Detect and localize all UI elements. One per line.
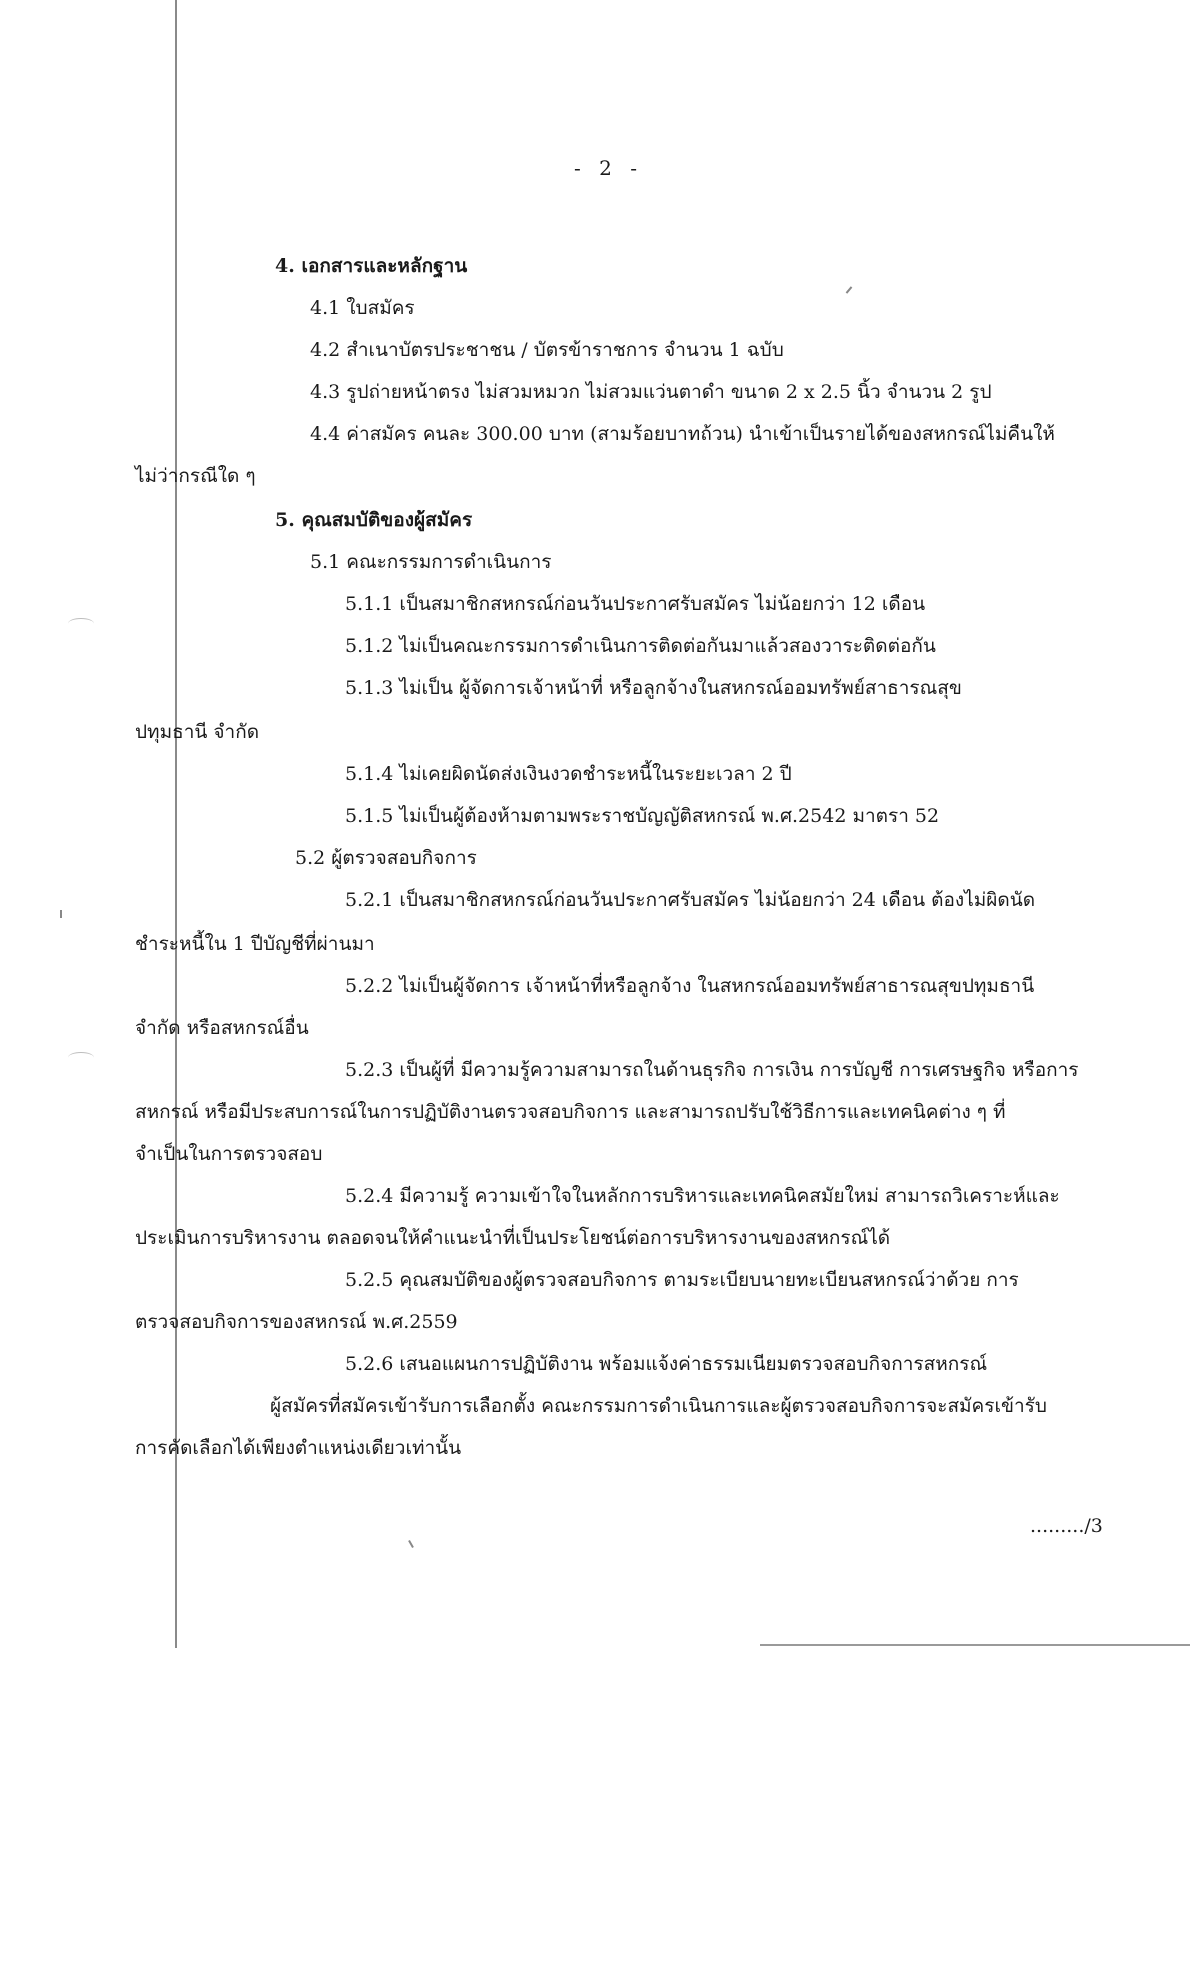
item-5-2-3: 5.2.3 เป็นผู้ที่ มีความรู้ความสามารถในด้านธุรกิจ การเงิน การบัญชี การเศรษฐกิจ หรือการ — [345, 1059, 1079, 1081]
item-5-1-4: 5.1.4 ไม่เคยผิดนัดส่งเงินงวดชำระหนี้ในระยะเวลา 2 ปี — [345, 763, 792, 785]
item-5-2-4-continued: ประเมินการบริหารงาน ตลอดจนให้คำแนะนำที่เป็นประโยชน์ต่อการบริหารงานของสหกรณ์ได้ — [135, 1227, 891, 1249]
item-5-2-2-continued: จำกัด หรือสหกรณ์อื่น — [135, 1017, 309, 1039]
section-5-heading: 5. คุณสมบัติของผู้สมัคร — [275, 509, 473, 531]
item-5-1-3-continued: ปทุมธานี จำกัด — [135, 721, 260, 743]
item-5-1-2: 5.1.2 ไม่เป็นคณะกรรมการดำเนินการติดต่อกันมาแล้วสองวาระติดต่อกัน — [345, 635, 936, 657]
scan-mark — [408, 1540, 414, 1548]
scan-mark — [68, 1052, 94, 1063]
item-5-2-3-continued-2: จำเป็นในการตรวจสอบ — [135, 1143, 323, 1165]
item-5-2-1: 5.2.1 เป็นสมาชิกสหกรณ์ก่อนวันประกาศรับสมัคร ไม่น้อยกว่า 24 เดือน ต้องไม่ผิดนัด — [345, 889, 1036, 911]
note-paragraph: ผู้สมัครที่สมัครเข้ารับการเลือกตั้ง คณะกรรมการดำเนินการและผู้ตรวจสอบกิจการจะสมัครเข้ารับ — [270, 1395, 1047, 1417]
item-5-1-1: 5.1.1 เป็นสมาชิกสหกรณ์ก่อนวันประกาศรับสมัคร ไม่น้อยกว่า 12 เดือน — [345, 593, 926, 615]
item-4-1: 4.1 ใบสมัคร — [310, 297, 415, 319]
item-5-2-5: 5.2.5 คุณสมบัติของผู้ตรวจสอบกิจการ ตามระเบียบนายทะเบียนสหกรณ์ว่าด้วย การ — [345, 1269, 1019, 1291]
scan-edge-line — [760, 1644, 1190, 1646]
sub-5-2-title: 5.2 ผู้ตรวจสอบกิจการ — [295, 847, 477, 869]
scan-mark — [846, 286, 853, 293]
item-4-4-continued: ไม่ว่ากรณีใด ๆ — [135, 465, 256, 487]
note-paragraph-continued: การคัดเลือกได้เพียงตำแหน่งเดียวเท่านั้น — [135, 1437, 462, 1459]
scan-mark — [68, 618, 94, 629]
item-5-2-5-continued: ตรวจสอบกิจการของสหกรณ์ พ.ศ.2559 — [135, 1311, 458, 1333]
item-5-1-3: 5.1.3 ไม่เป็น ผู้จัดการเจ้าหน้าที่ หรือลูกจ้างในสหกรณ์ออมทรัพย์สาธารณสุข — [345, 677, 962, 699]
item-4-4: 4.4 ค่าสมัคร คนละ 300.00 บาท (สามร้อยบาทถ้วน) นำเข้าเป็นรายได้ของสหกรณ์ไม่คืนให้ — [310, 423, 1055, 445]
continuation-marker: ........./3 — [1030, 1515, 1103, 1537]
item-5-2-3-continued-1: สหกรณ์ หรือมีประสบการณ์ในการปฏิบัติงานตรวจสอบกิจการ และสามารถปรับใช้วิธีการและเทคนิคต่าง ๆ ที่ — [135, 1101, 1006, 1123]
item-4-2: 4.2 สำเนาบัตรประชาชน / บัตรข้าราชการ จำนวน 1 ฉบับ — [310, 339, 784, 361]
section-4-heading: 4. เอกสารและหลักฐาน — [275, 255, 468, 277]
item-5-1-5: 5.1.5 ไม่เป็นผู้ต้องห้ามตามพระราชบัญญัติสหกรณ์ พ.ศ.2542 มาตรา 52 — [345, 805, 940, 827]
item-5-2-2: 5.2.2 ไม่เป็นผู้จัดการ เจ้าหน้าที่หรือลูกจ้าง ในสหกรณ์ออมทรัพย์สาธารณสุขปทุมธานี — [345, 975, 1035, 997]
item-5-2-1-continued: ชำระหนี้ใน 1 ปีบัญชีที่ผ่านมา — [135, 933, 375, 955]
page-number: - 2 - — [574, 156, 643, 180]
item-5-2-6: 5.2.6 เสนอแผนการปฏิบัติงาน พร้อมแจ้งค่าธรรมเนียมตรวจสอบกิจการสหกรณ์ — [345, 1353, 988, 1375]
item-5-2-4: 5.2.4 มีความรู้ ความเข้าใจในหลักการบริหารและเทคนิคสมัยใหม่ สามารถวิเคราะห์และ — [345, 1185, 1060, 1207]
scan-fold-line — [175, 0, 177, 1648]
scan-mark — [60, 910, 62, 918]
item-4-3: 4.3 รูปถ่ายหน้าตรง ไม่สวมหมวก ไม่สวมแว่นตาดำ ขนาด 2 x 2.5 นิ้ว จำนวน 2 รูป — [310, 381, 992, 403]
sub-5-1-title: 5.1 คณะกรรมการดำเนินการ — [310, 551, 552, 573]
